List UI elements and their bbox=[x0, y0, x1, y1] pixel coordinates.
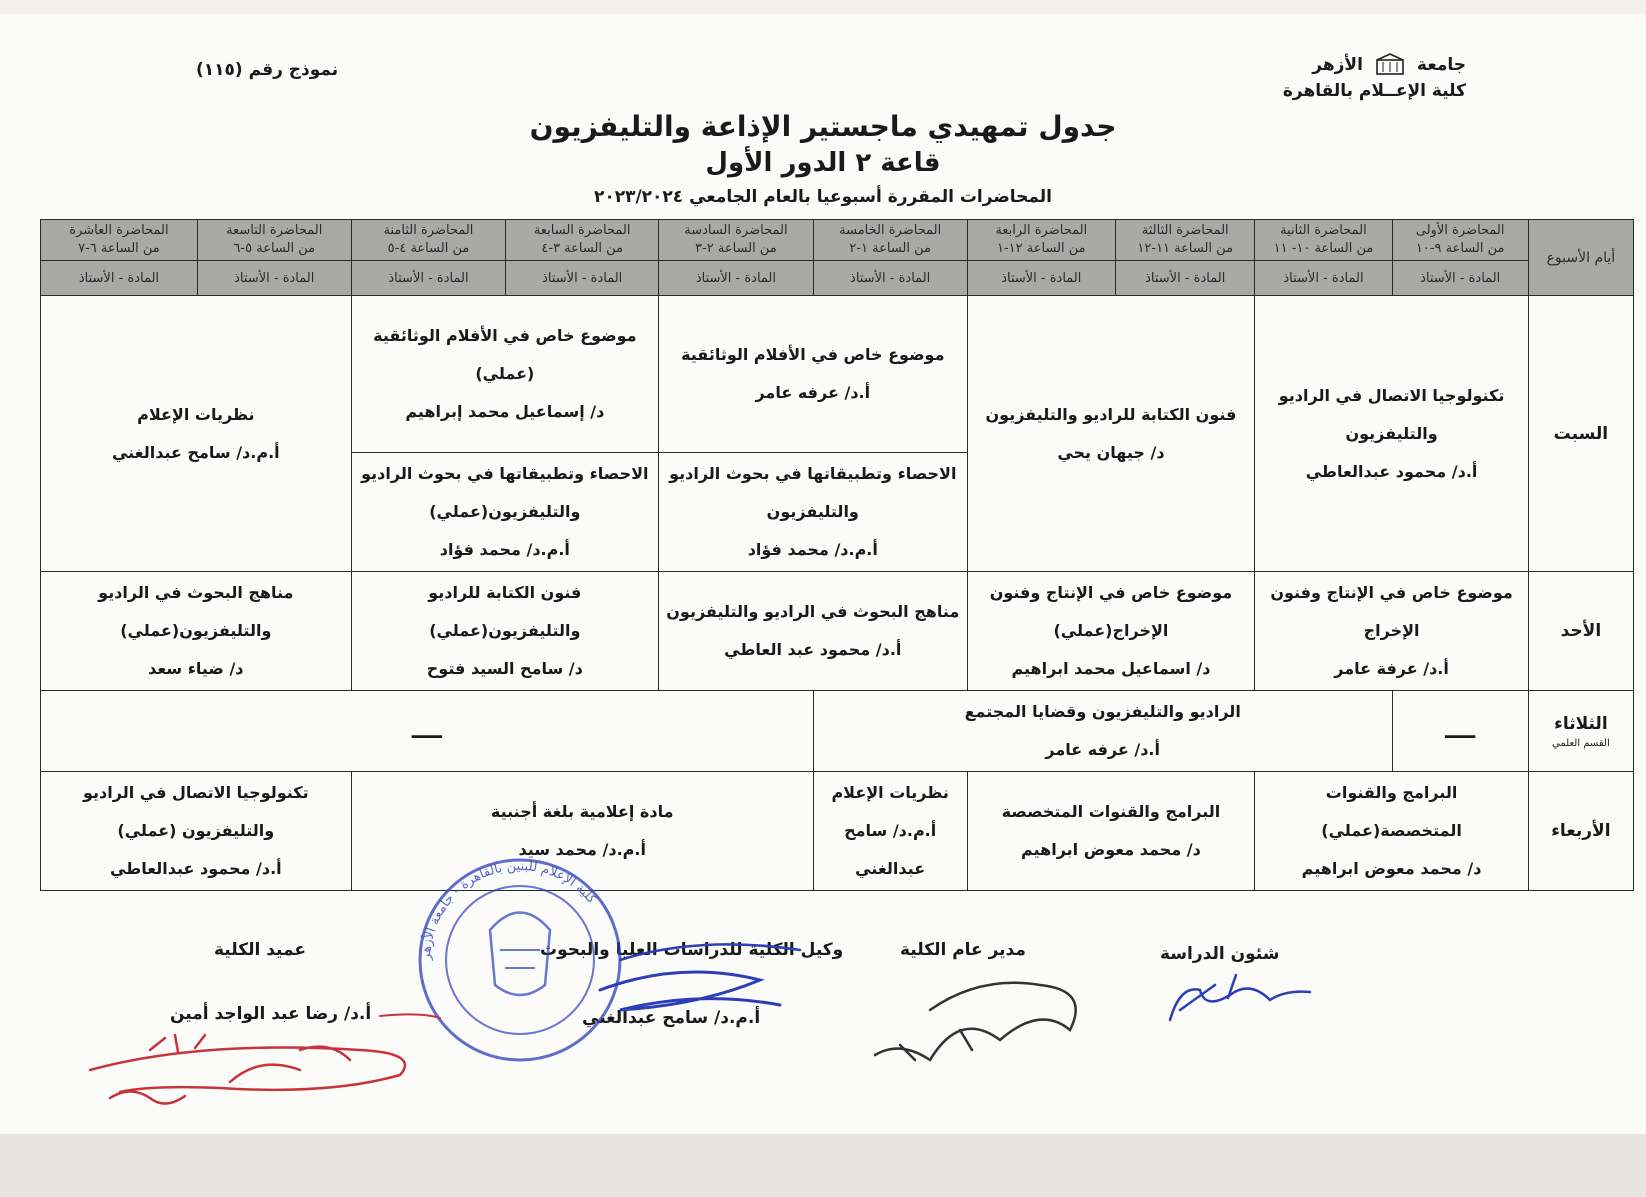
subject-teacher-label: المادة - الأستاذ bbox=[813, 261, 967, 296]
lecture-header: المحاضرة الثامنة من الساعة ٤-٥ bbox=[351, 220, 506, 261]
lecture-header: المحاضرة السادسة من الساعة ٢-٣ bbox=[659, 220, 814, 261]
university-word-1: جامعة bbox=[1416, 55, 1466, 75]
schedule-cell: نظريات الإعلام أ.م.د/ سامح عبدالغني bbox=[813, 772, 967, 891]
studies-affairs-signature: شئون الدراسة bbox=[1160, 944, 1280, 964]
scientific-department-note: القسم العلمي bbox=[1552, 737, 1610, 749]
subject-teacher-label: المادة - الأستاذ bbox=[967, 261, 1116, 296]
lecture-header: المحاضرة السابعة من الساعة ٣-٤ bbox=[506, 220, 659, 261]
schedule-cell: موضوع خاص في الأفلام الوثائقية (عملي) د/ إسماعيل محمد إبراهيم bbox=[351, 296, 658, 453]
schedule-table bbox=[40, 219, 1634, 891]
form-number: نموذج رقم (١١٥) bbox=[196, 60, 339, 80]
subject-teacher-label: المادة - الأستاذ bbox=[1255, 261, 1392, 296]
vice-dean-name: أ.م.د/ سامح عبدالغني bbox=[582, 1008, 761, 1028]
schedule-cell: موضوع خاص في الأفلام الوثائقية أ.د/ عرفه عامر bbox=[659, 296, 967, 453]
subject-teacher-label: المادة - الأستاذ bbox=[1116, 261, 1255, 296]
schedule-cell: تكنولوجيا الاتصال في الراديو والتليفزيون أ.د/ محمود عبدالعاطي bbox=[1255, 296, 1528, 572]
background-strip bbox=[0, 1134, 1646, 1197]
schedule-cell: فنون الكتابة للراديو والتليفزيون د/ جيهان يحي bbox=[967, 296, 1255, 572]
tuesday-row bbox=[41, 691, 1634, 772]
day-sunday: الأحد bbox=[1528, 572, 1633, 691]
university-word-2: الأزهر bbox=[1312, 55, 1363, 75]
university-crest-icon bbox=[1373, 52, 1407, 78]
subject-teacher-label: المادة - الأستاذ bbox=[41, 261, 198, 296]
lecture-header: المحاضرة الثانية من الساعة ١٠- ١١ bbox=[1255, 220, 1392, 261]
vice-dean-title: وكيل الكلية للدراسات العليا والبحوث bbox=[540, 940, 844, 960]
schedule-cell: البرامج والقنوات المتخصصة(عملي) د/ محمد معوض ابراهيم bbox=[1255, 772, 1528, 891]
saturday-row bbox=[41, 296, 1634, 453]
subject-teacher-label: المادة - الأستاذ bbox=[197, 261, 351, 296]
day-tuesday: الثلاثاء القسم العلمي bbox=[1528, 691, 1633, 772]
day-wednesday: الأربعاء bbox=[1528, 772, 1633, 891]
lecture-header: المحاضرة التاسعة من الساعة ٥-٦ bbox=[197, 220, 351, 261]
schedule-cell: مناهج البحوث في الراديو والتليفزيون(عملي) د/ ضياء سعد bbox=[41, 572, 352, 691]
svg-text:كلية الإعلام للبنين بالقاهرة -: كلية الإعلام للبنين بالقاهرة - جامعة الأزهر bbox=[418, 858, 600, 961]
schedule-cell: الاحصاء وتطبيقاتها في بحوث الراديو والتليفزيون(عملي) أ.م.د/ محمد فؤاد bbox=[351, 453, 658, 572]
day-saturday: السبت bbox=[1528, 296, 1633, 572]
subject-teacher-label: المادة - الأستاذ bbox=[659, 261, 814, 296]
wednesday-row bbox=[41, 772, 1634, 891]
title-block bbox=[0, 108, 1646, 210]
schedule-cell: موضوع خاص في الإنتاج وفنون الإخراج(عملي) د/ اسماعيل محمد ابراهيم bbox=[967, 572, 1255, 691]
subject-teacher-label: المادة - الأستاذ bbox=[1392, 261, 1528, 296]
institution-header bbox=[1283, 52, 1466, 104]
subject-teacher-label: المادة - الأستاذ bbox=[506, 261, 659, 296]
room-title: قاعة ٢ الدور الأول bbox=[705, 148, 941, 178]
schedule-cell: البرامج والقنوات المتخصصة د/ محمد معوض ابراهيم bbox=[967, 772, 1255, 891]
lecture-header: المحاضرة الرابعة من الساعة ١٢-١ bbox=[967, 220, 1116, 261]
empty-slot: ــــ bbox=[1392, 691, 1528, 772]
academic-year-subtitle: المحاضرات المقررة أسبوعيا بالعام الجامعي ٢٠٢٣/٢٠٢٤ bbox=[593, 187, 1053, 207]
dean-title: عميد الكلية bbox=[214, 940, 306, 960]
schedule-cell: مناهج البحوث في الراديو والتليفزيون أ.د/ محمود عبد العاطي bbox=[659, 572, 967, 691]
lectures-header-row bbox=[41, 220, 1634, 261]
schedule-cell: فنون الكتابة للراديو والتليفزيون(عملي) د/ سامح السيد فتوح bbox=[351, 572, 658, 691]
subject-teacher-label: المادة - الأستاذ bbox=[351, 261, 506, 296]
schedule-cell: تكنولوجيا الاتصال في الراديو والتليفزيون (عملي) أ.د/ محمود عبدالعاطي bbox=[41, 772, 352, 891]
page-title: جدول تمهيدي ماجستير الإذاعة والتليفزيون bbox=[529, 110, 1117, 143]
schedule-cell: موضوع خاص في الإنتاج وفنون الإخراج أ.د/ عرفة عامر bbox=[1255, 572, 1528, 691]
schedule-cell: مادة إعلامية بلغة أجنبية أ.م.د/ محمد سيد bbox=[351, 772, 813, 891]
schedule-cell: نظريات الإعلام أ.م.د/ سامح عبدالغني bbox=[41, 296, 352, 572]
sunday-row bbox=[41, 572, 1634, 691]
empty-slot: ــــ bbox=[41, 691, 814, 772]
lecture-header: المحاضرة العاشرة من الساعة ٦-٧ bbox=[41, 220, 198, 261]
lecture-header: المحاضرة الأولى من الساعة ٩-١٠ bbox=[1392, 220, 1528, 261]
lecture-header: المحاضرة الخامسة من الساعة ١-٢ bbox=[813, 220, 967, 261]
dean-name: أ.د/ رضا عبد الواجد أمين bbox=[170, 1004, 372, 1024]
subject-teacher-row bbox=[41, 261, 1634, 296]
faculty-name: كلية الإعــلام بالقاهرة bbox=[1282, 81, 1466, 101]
lecture-header: المحاضرة الثالثة من الساعة ١١-١٢ bbox=[1116, 220, 1255, 261]
days-header: أيام الأسبوع bbox=[1528, 220, 1633, 296]
general-manager-signature: مدير عام الكلية bbox=[900, 940, 1026, 960]
schedule-cell: الراديو والتليفزيون وقضايا المجتمع أ.د/ عرفه عامر bbox=[813, 691, 1392, 772]
schedule-cell: الاحصاء وتطبيقاتها في بحوث الراديو والتليفزيون أ.م.د/ محمد فؤاد bbox=[659, 453, 967, 572]
